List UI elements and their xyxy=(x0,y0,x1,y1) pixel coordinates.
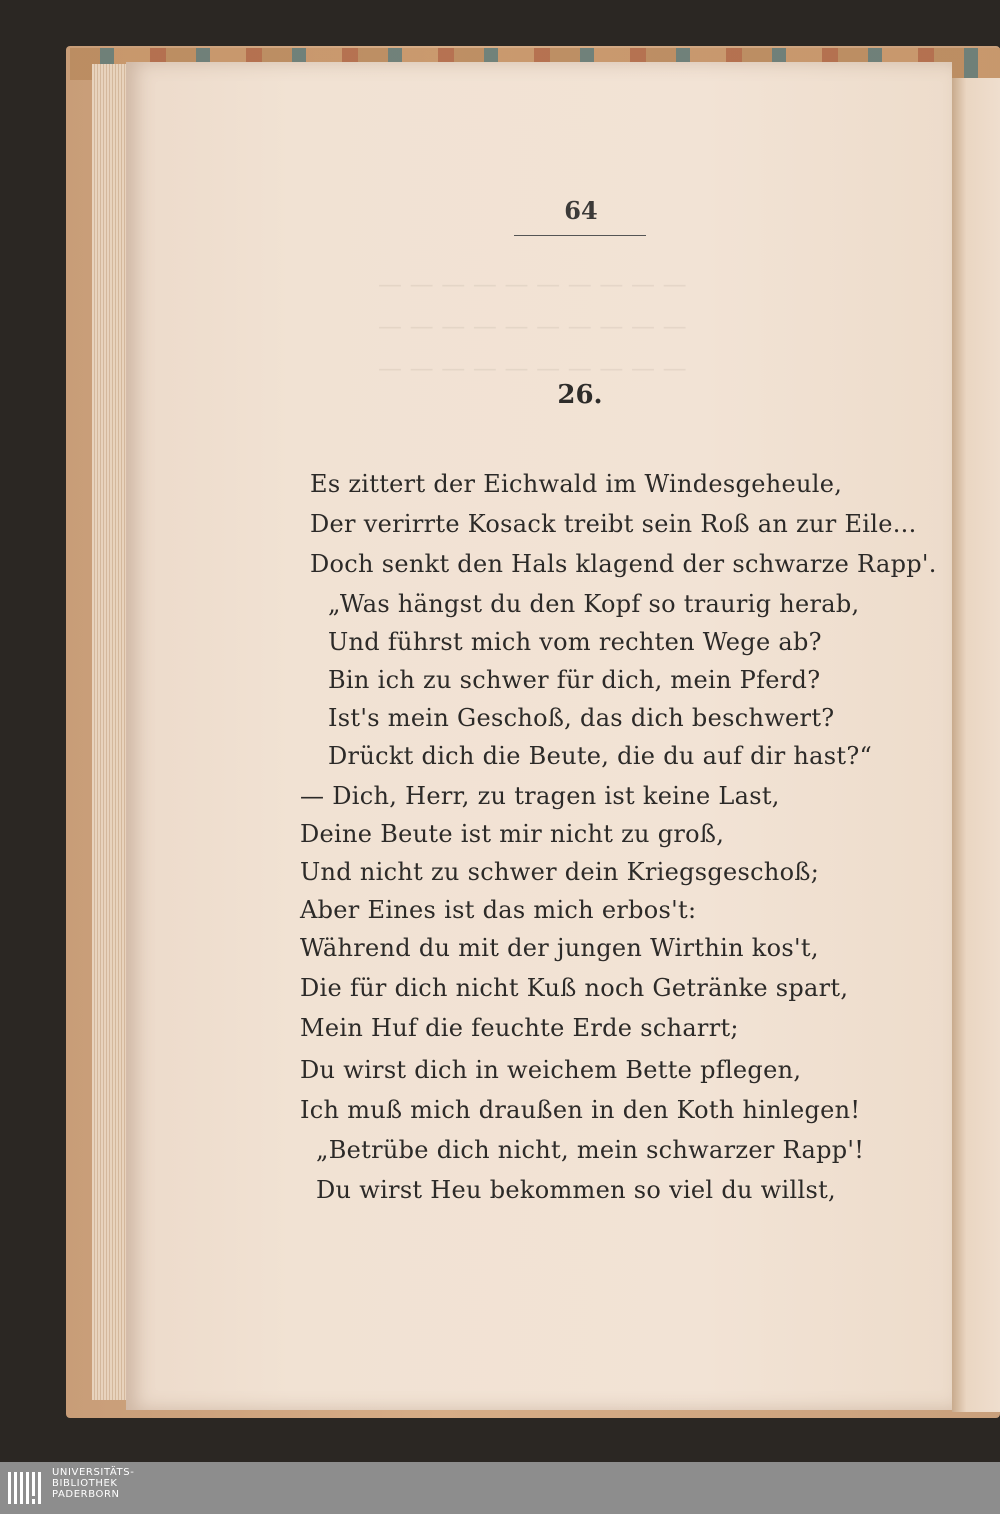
show-through-text: — — — — — — — — — — xyxy=(378,270,687,298)
verse-line: Ich muß mich draußen in den Koth hinlegen! xyxy=(300,1096,861,1124)
logo-line: UNIVERSITÄTS- xyxy=(52,1467,135,1478)
verse-line: „Betrübe dich nicht, mein schwarzer Rapp'! xyxy=(316,1136,865,1164)
verse-line: Es zittert der Eichwald im Windesgeheule, xyxy=(310,470,843,498)
logo-line: BIBLIOTHEK xyxy=(52,1478,118,1489)
verse-line: Die für dich nicht Kuß noch Getränke spart, xyxy=(300,974,849,1002)
verse-line: Doch senkt den Hals klagend der schwarze Rapp'. xyxy=(310,550,937,578)
verse-line: Deine Beute ist mir nicht zu groß, xyxy=(300,820,725,848)
verse-line: Drückt dich die Beute, die du auf dir hast?“ xyxy=(328,742,873,770)
library-logo-text xyxy=(52,1467,134,1500)
show-through-text: — — — — — — — — — — xyxy=(378,354,687,382)
facing-page-edge xyxy=(952,78,1000,1412)
verse-line: — Dich, Herr, zu tragen ist keine Last, xyxy=(300,782,780,810)
verse-line: Und führst mich vom rechten Wege ab? xyxy=(328,628,822,656)
logo-line: PADERBORN xyxy=(52,1489,120,1500)
verse-line: Und nicht zu schwer dein Kriegsgeschoß; xyxy=(300,858,820,886)
verse-line: Ist's mein Geschoß, das dich beschwert? xyxy=(328,704,835,732)
page-number: 64 xyxy=(564,196,598,225)
library-footer xyxy=(0,1462,1000,1514)
verse-line: Mein Huf die feuchte Erde scharrt; xyxy=(300,1014,739,1042)
verse-line: „Was hängst du den Kopf so traurig herab, xyxy=(328,590,860,618)
header-rule xyxy=(514,235,646,236)
verse-line: Während du mit der jungen Wirthin kos't, xyxy=(300,934,819,962)
verse-line: Der verirrte Kosack treibt sein Roß an zur Eile... xyxy=(310,510,917,538)
library-logo-icon xyxy=(6,1468,46,1508)
book-page xyxy=(126,62,952,1410)
show-through-text: — — — — — — — — — — xyxy=(378,312,687,340)
poem-number: 26. xyxy=(557,380,603,410)
verse-line: Du wirst dich in weichem Bette pflegen, xyxy=(300,1056,802,1084)
verse-line: Aber Eines ist das mich erbos't: xyxy=(300,896,697,924)
verse-line: Du wirst Heu bekommen so viel du willst, xyxy=(316,1176,836,1204)
verse-line: Bin ich zu schwer für dich, mein Pferd? xyxy=(328,666,821,694)
